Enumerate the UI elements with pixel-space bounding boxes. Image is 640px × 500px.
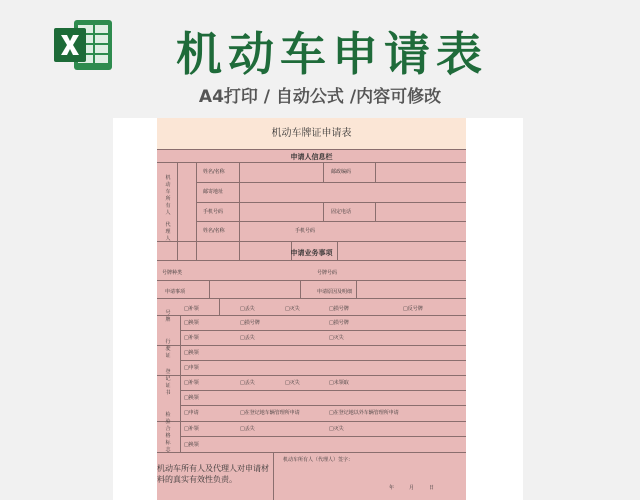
license-r1-c1[interactable]: □补领 — [184, 335, 199, 341]
owner-name-label: 姓名/名称 — [203, 169, 225, 175]
phone-label: 固定电话 — [331, 209, 352, 215]
day-label: 日 — [429, 485, 435, 491]
insp-r2-c2[interactable]: □丢失 — [240, 426, 255, 432]
insp-r1-c3[interactable]: □在登记地以外车辆管理所申请 — [329, 410, 399, 416]
license-label: 行驶证 — [165, 339, 171, 359]
plate-r2-c3[interactable]: □损号牌 — [329, 320, 349, 326]
reg-r2-c2[interactable]: □丢失 — [240, 380, 255, 386]
plate-label: 号牌 — [165, 310, 171, 323]
matter-label: 申请事项 — [165, 289, 186, 295]
insp-r1-c2[interactable]: □在登记地车辆管理所申请 — [240, 410, 300, 416]
owner-label: 机动车所有人 — [165, 175, 171, 216]
insp-r1-c1[interactable]: □申请 — [184, 410, 199, 416]
plate-r2-c2[interactable]: □损号牌 — [240, 320, 260, 326]
plate-type-label: 号牌种类 — [162, 270, 183, 276]
year-label: 年 — [389, 485, 395, 491]
postcode-label: 邮政编码 — [331, 169, 352, 175]
plate-r1-c5[interactable]: □反号牌 — [403, 306, 423, 312]
agent-mobile-label: 手机号码 — [295, 228, 316, 234]
license-r1-c2[interactable]: □丢失 — [240, 335, 255, 341]
reg-r2-c4[interactable]: □未领取 — [329, 380, 349, 386]
plate-no-label: 号牌号码 — [317, 270, 338, 276]
responsibility-statement: 机动车所有人及代理人对申请材料的真实有效性负责。 — [157, 464, 269, 484]
reason-label: 申请原因及明细 — [317, 289, 353, 295]
mobile-label: 手机号码 — [203, 209, 224, 215]
agent-name-label: 姓名/名称 — [203, 228, 225, 234]
application-form — [157, 118, 466, 500]
plate-r1-c3[interactable]: □灭失 — [285, 306, 300, 312]
reg-r1-c1[interactable]: □申领 — [184, 365, 199, 371]
license-r1-c3[interactable]: □灭失 — [329, 335, 344, 341]
form-title: 机动车牌证申请表 — [157, 118, 466, 149]
signature-label: 机动车所有人（代理人）签字： — [283, 457, 354, 463]
insp-r2-c1[interactable]: □补领 — [184, 426, 199, 432]
month-label: 月 — [409, 485, 415, 491]
reg-r2-c3[interactable]: □灭失 — [285, 380, 300, 386]
page-subtitle: A4打印 / 自动公式 /内容可修改 — [198, 87, 442, 107]
reg-label: 登记证书 — [165, 369, 171, 396]
address-label: 邮寄地址 — [203, 189, 224, 195]
insp-r2-c3[interactable]: □灭失 — [329, 426, 344, 432]
agent-label: 代理人 — [165, 222, 171, 242]
plate-r1-c2[interactable]: □丢失 — [240, 306, 255, 312]
business-section-title: 申请业务事项 — [290, 249, 333, 257]
reg-r2-c1[interactable]: □补领 — [184, 380, 199, 386]
reg-r3-c1[interactable]: □换领 — [184, 395, 199, 401]
header — [0, 0, 640, 118]
applicant-section-title: 申请人信息栏 — [290, 153, 333, 161]
insp-r3-c1[interactable]: □换领 — [184, 442, 199, 448]
plate-r1-c1[interactable]: □补领 — [184, 306, 199, 312]
inspection-label: 检验合格标志 — [165, 412, 171, 453]
plate-r1-c4[interactable]: □损号牌 — [329, 306, 349, 312]
excel-icon — [52, 16, 116, 74]
license-r2-c1[interactable]: □换领 — [184, 350, 199, 356]
plate-r2-c1[interactable]: □换领 — [184, 320, 199, 326]
page-title: 机动车申请表 — [176, 27, 488, 81]
